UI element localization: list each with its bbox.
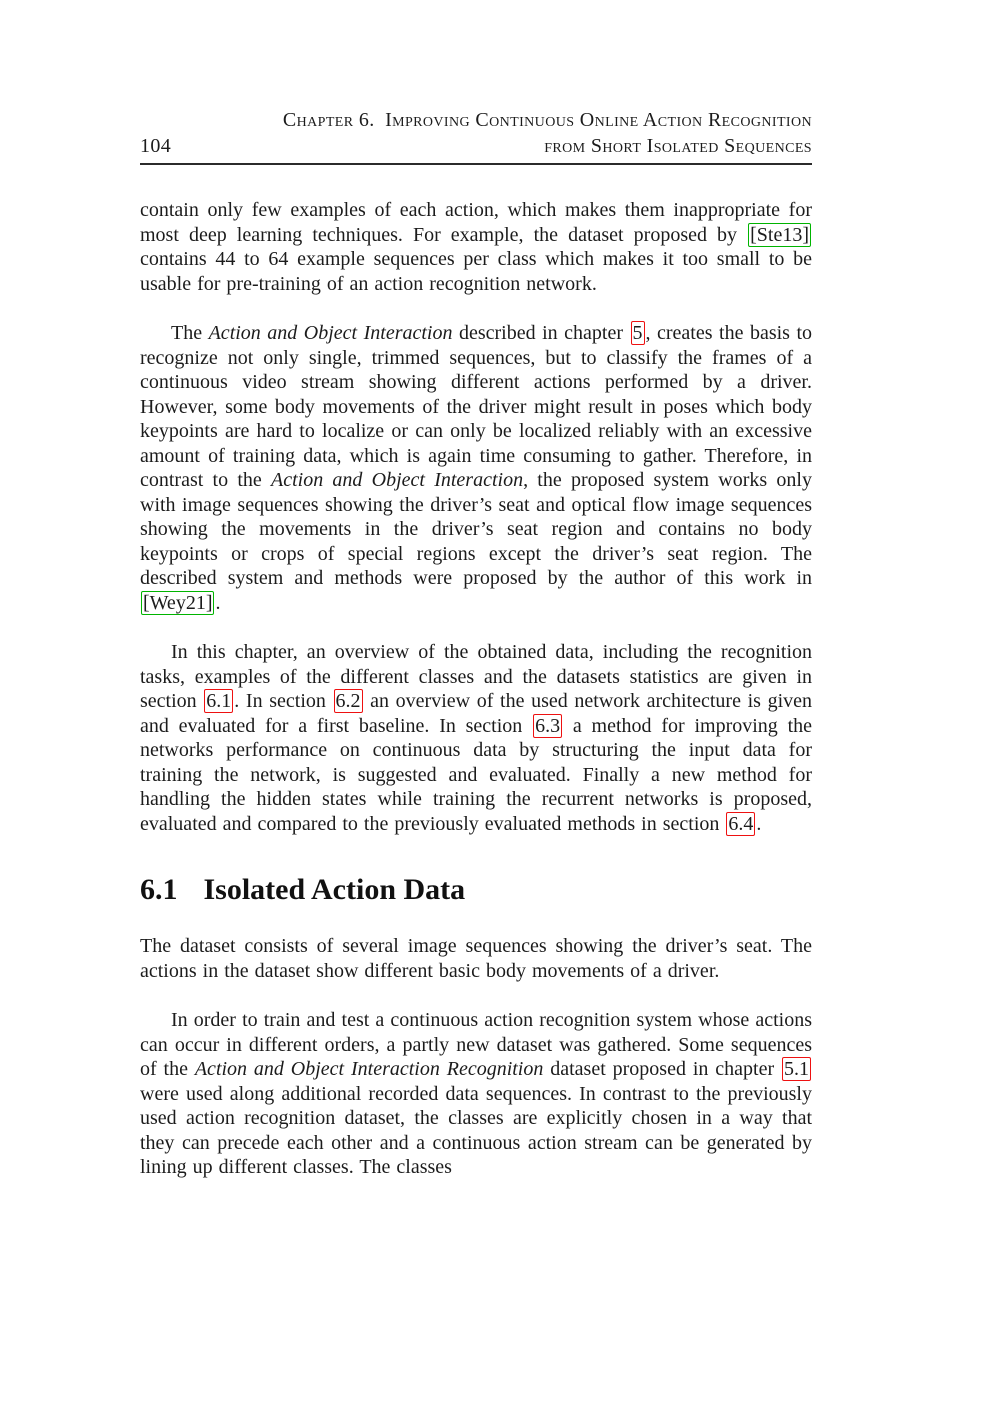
section-reference-link[interactable]: 5 <box>632 322 643 344</box>
running-header <box>140 107 812 159</box>
text-run: , creates the basis to recognize not only single, trimmed sequences, but to classify the frames of a continuous video stream showing different actions performed by a driver. However, some body movements of the driver might result in poses which body keypoints are hard to localize or can only be localized reliably with an excessive amount of training data, which is again time consuming to gather. Therefore, in contrast to the <box>140 322 813 491</box>
text-run: The <box>171 322 209 344</box>
text-run: Action and Object Interaction <box>271 469 524 491</box>
section-number: 6.1 <box>140 873 178 906</box>
text-run: were used along additional recorded data sequences. In contrast to the previously used action recognition dataset, the classes are explicitly chosen in a way that they can precede each other and a continuous action stream can be generated by lining up different classes. The classes <box>140 1082 812 1178</box>
section-reference-link[interactable]: 5.1 <box>784 1058 809 1080</box>
citation-link[interactable]: [Ste13] <box>750 223 809 246</box>
section-reference-link[interactable]: 6.4 <box>728 812 754 835</box>
text-run: . <box>215 591 221 614</box>
paragraph <box>140 1008 812 1180</box>
header-rule <box>140 163 812 165</box>
section-heading <box>140 873 812 907</box>
text-run: described in chapter <box>452 322 630 344</box>
text-run: The dataset consists of several image sequences showing the driver’s seat. The actions in the dataset show different basic body movements of a driver. <box>140 935 812 982</box>
text-run: In this chapter, an overview of the obtained data, including the recognition tasks, examples of the different classes and the datasets statistics are given in section <box>140 641 812 712</box>
paragraph <box>140 321 812 615</box>
text-run: . <box>756 812 762 835</box>
header-title-line1: Chapter 6. Improving Continuous Online Action Recognition <box>282 109 812 131</box>
text-run: dataset proposed in chapter <box>543 1058 781 1080</box>
body-text <box>140 198 812 1180</box>
paragraph <box>140 640 812 836</box>
text-run: contains 44 to 64 example sequences per class which makes it too small to be usable for pre-training of an action recognition network. <box>140 248 812 295</box>
citation-link[interactable]: [Wey21] <box>143 591 213 614</box>
text-run: a method for improving the networks performance on continuous data by structuring the input data for training the network, is suggested and evaluated. Finally a new method for handling the hidden states while training the recurrent networks is proposed, evaluated and compared to the previously evaluated methods in section <box>140 714 813 835</box>
section-reference-link[interactable]: 6.3 <box>535 714 561 737</box>
section-title: Isolated Action Data <box>203 873 466 906</box>
text-run: Action and Object Interaction <box>208 322 453 344</box>
section-reference-link[interactable]: 6.2 <box>335 690 361 712</box>
text-run: an overview of the used network architecture is given and evaluated for a first baseline. In section <box>140 690 813 737</box>
text-block <box>140 0 812 1180</box>
text-run: , the proposed system works only with image sequences showing the driver’s seat and optical flow image sequences showing the movements in the driver’s seat region and contains no body keypoints or crops of special regions except the driver’s seat region. The described system and methods were proposed by the author of this work in <box>140 469 812 589</box>
section-reference-link[interactable]: 6.1 <box>206 690 232 712</box>
paragraph <box>140 934 812 983</box>
text-run: contain only few examples of each action, which makes them inappropriate for most deep learning techniques. For example, the dataset proposed by <box>140 199 812 246</box>
text-run: . In section <box>234 690 333 712</box>
header-title-line2: from Short Isolated Sequences <box>544 135 812 157</box>
text-run: Action and Object Interaction Recognition <box>194 1058 544 1080</box>
text-run: In order to train and test a continuous action recognition system whose actions can occur in different orders, a partly new dataset was gathered. Some sequences of the <box>140 1009 812 1080</box>
header-chapter-title <box>171 107 812 159</box>
paragraph <box>140 198 812 296</box>
page-number: 104 <box>140 135 172 157</box>
